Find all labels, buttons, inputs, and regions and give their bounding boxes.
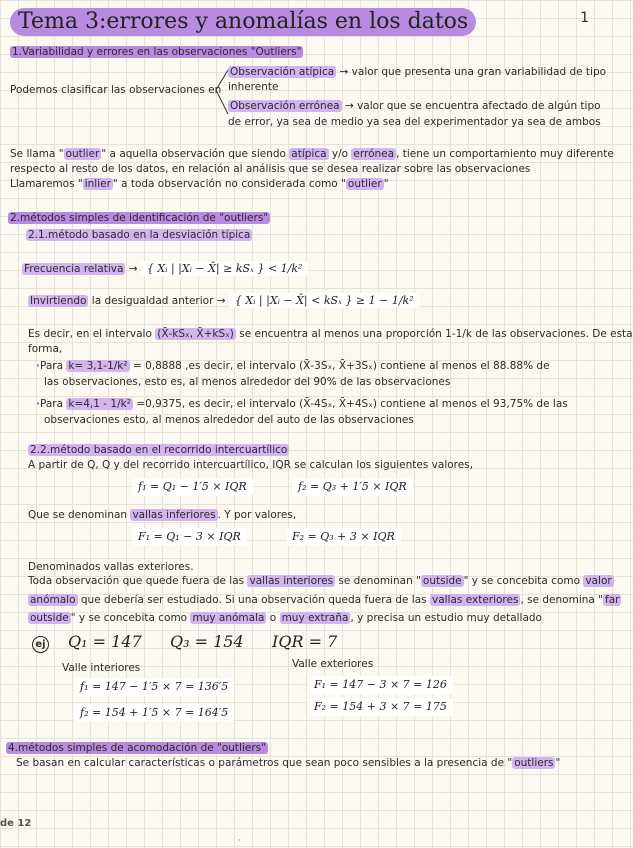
es-decir-line1: Es decir, en el intervalo (X̄-kSₓ, X̄+kSₓ) se encuentra al menos una proporción 1-1/k de las observaciones. De esta xyxy=(28,328,633,340)
es-decir-line2: forma, xyxy=(28,343,63,355)
section4-heading: 4.métodos simples de acomodación de "outliers" xyxy=(8,742,266,754)
erroneous-line: Observación errónea → valor que se encuentra afectado de algún tipo xyxy=(230,100,601,112)
atypical-line: Observación atípica → valor que presenta una gran variabilidad de tipo xyxy=(230,66,607,78)
invert-formula: { Xᵢ | |Xᵢ − X̄| < kSₓ } ≥ 1 − 1/k² xyxy=(229,293,420,308)
obs-line2: anómalo que debería ser estudiado. Si una observación queda fuera de las vallas exteriores , se denomina " far xyxy=(30,594,620,606)
bullet-k4-line2: observaciones esto, al menos alrededor del auto de las observaciones xyxy=(44,414,414,426)
page-footer: de 12 xyxy=(0,818,32,829)
example-f1: f₁ = 147 − 1′5 × 7 = 136′5 xyxy=(74,678,234,696)
section2-heading: 2.métodos simples de identificación de "outliers" xyxy=(10,212,269,224)
formula-F2: F₂ = Q₃ + 3 × IQR xyxy=(286,528,401,546)
outlier-def-line2: respecto al resto de los datos, en relación al análisis que se desea realizar sobre las observaciones xyxy=(10,163,531,175)
invert-line: Invirtiendo la desigualdad anterior → { Xᵢ | |Xᵢ − X̄| < kSₓ } ≥ 1 − 1/k² xyxy=(28,293,420,309)
classify-text: Podemos clasificar las observaciones en xyxy=(10,84,222,96)
atypical-line2: inherente xyxy=(228,81,279,93)
obs-line1: Toda observación que quede fuera de las vallas interiores se denominan " outside " y se concebita como valor xyxy=(28,575,612,587)
subsection-2-2: 2.2.método basado en el recorrido intercuartílico xyxy=(30,444,288,456)
bullet-k3: ·Para k= 3,1-1/k² = 0,8888 ,es decir, el intervalo (X̄-3Sₓ, X̄+3Sₓ) contiene al menos el 88.88% de xyxy=(36,360,550,372)
outlier-def-line1: Se llama " outlier " a aquella observación que siendo atípica y/o errónea , tiene un comportamiento muy diferente xyxy=(10,148,614,160)
bullet-k4: ·Para k=4,1 - 1/k² =0,9375, es decir, el intervalo (X̄-4Sₓ, X̄+4Sₓ) contiene al menos el 93,75% de las xyxy=(36,398,568,410)
inner-fences-label: Valle interiores xyxy=(62,662,141,674)
formula-f2: f₂ = Q₃ + 1′5 × IQR xyxy=(292,478,413,496)
subsection-2-1: 2.1.método basado en la desviación típica xyxy=(28,229,251,241)
footer-mark: · xyxy=(238,836,241,845)
inlier-def-line: Llamaremos " inlier " a toda observación no considerada como " outlier " xyxy=(10,178,389,190)
formula-F1: F₁ = Q₁ − 3 × IQR xyxy=(132,528,247,546)
example-q1: Q₁ = 147 xyxy=(68,632,142,651)
example-f2: f₂ = 154 + 1′5 × 7 = 164′5 xyxy=(74,704,234,722)
inner-fence-line: Que se denominan vallas inferiores . Y por valores, xyxy=(28,509,297,521)
example-marker: ej xyxy=(32,632,49,653)
section4-text: Se basan en calcular características o parámetros que sean poco sensibles a la presencia de " outliers " xyxy=(16,757,561,769)
section1-heading: 1.Variabilidad y errores en las observaciones "Outliers" xyxy=(12,46,302,58)
freq-line: Frecuencia relativa → { Xᵢ | |Xᵢ − X̄| ≥ kSₓ } < 1/k² xyxy=(22,261,308,277)
page-number: 1 xyxy=(580,10,589,26)
iqr-intro: A partir de Q, Q y del recorrido intercuartílico, IQR se calculan los siguientes valores, xyxy=(28,459,474,471)
freq-formula: { Xᵢ | |Xᵢ − X̄| ≥ kSₓ } < 1/k² xyxy=(141,261,309,276)
example-F2: F₂ = 154 + 3 × 7 = 175 xyxy=(308,698,453,716)
example-q3: Q₃ = 154 xyxy=(170,632,244,651)
outer-fences-label: Valle exteriores xyxy=(292,658,374,670)
page-title: Tema 3:errores y anomalías en los datos xyxy=(10,8,476,36)
outer-fence-label: Denominados vallas exteriores. xyxy=(28,561,194,573)
formula-f1: f₁ = Q₁ − 1′5 × IQR xyxy=(132,478,253,496)
bullet-k3-line2: las observaciones, esto es, al menos alrededor del 90% de las observaciones xyxy=(44,376,451,388)
example-F1: F₁ = 147 − 3 × 7 = 126 xyxy=(308,676,453,694)
obs-line3: outside " y se concebita como muy anómala o muy extraña , y precisa un estudio muy detallado xyxy=(30,612,542,624)
erroneous-line2: de error, ya sea de medio ya sea del experimentador ya sea de ambos xyxy=(228,116,601,128)
example-iqr: IQR = 7 xyxy=(272,632,338,651)
